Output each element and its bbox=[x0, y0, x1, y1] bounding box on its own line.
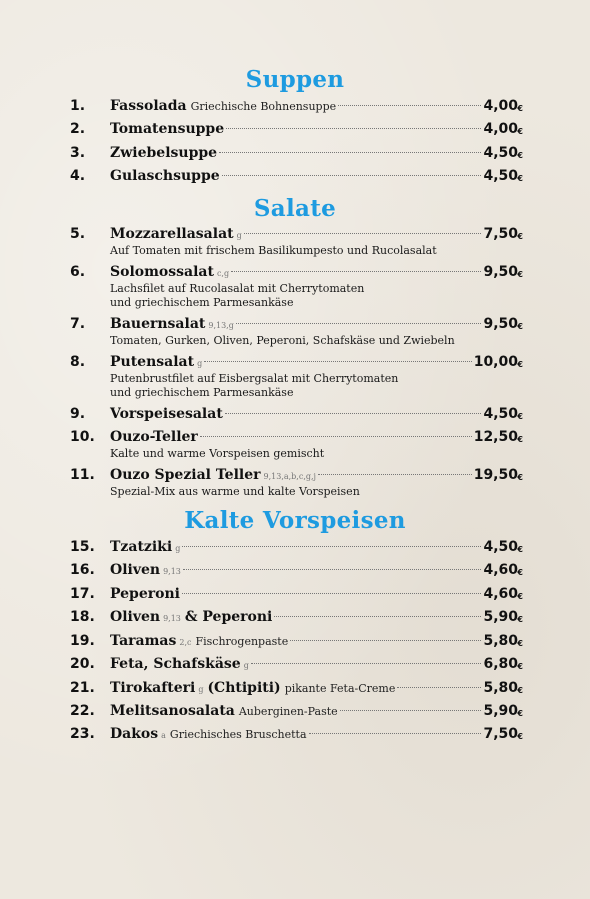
menu-item: 16. Oliven 9,13 4,60 € bbox=[0, 560, 590, 580]
item-number: 21. bbox=[70, 680, 95, 696]
dot-leader bbox=[182, 593, 481, 594]
item-description: Lachsfilet auf Rucolasalat mit Cherrytomaten bbox=[110, 282, 365, 295]
item-description: und griechischem Parmesankäse bbox=[110, 386, 294, 399]
dot-leader bbox=[318, 474, 472, 475]
item-number: 16. bbox=[70, 562, 95, 578]
currency-symbol: € bbox=[517, 435, 523, 444]
item-number: 11. bbox=[70, 467, 95, 483]
item-name: Solomossalat bbox=[110, 264, 214, 280]
item-price: 9,50 bbox=[483, 264, 518, 280]
item-number: 10. bbox=[70, 429, 95, 445]
currency-symbol: € bbox=[517, 412, 523, 421]
dot-leader bbox=[274, 616, 481, 617]
item-name: Peperoni bbox=[110, 586, 180, 602]
currency-symbol: € bbox=[517, 615, 523, 624]
item-number: 20. bbox=[70, 656, 95, 672]
item-name: Tirokafteri bbox=[110, 680, 196, 696]
item-name: Gulaschsuppe bbox=[110, 168, 220, 184]
item-price: 4,60 bbox=[483, 562, 518, 578]
item-number: 6. bbox=[70, 264, 86, 280]
item-subtitle: Griechisches Bruschetta bbox=[169, 728, 307, 741]
item-price: 5,90 bbox=[483, 609, 518, 625]
item-description: Putenbrustfilet auf Eisbergsalat mit Cherrytomaten bbox=[110, 372, 399, 385]
dot-leader bbox=[244, 233, 482, 234]
dot-leader bbox=[182, 546, 481, 547]
item-name: Putensalat bbox=[110, 354, 195, 370]
item-price: 5,80 bbox=[483, 633, 518, 649]
dot-leader bbox=[251, 663, 482, 664]
menu-item: 8. Putensalat g 10,00 € Putenbrustfilet auf Eisbergsalat mit Cherrytomaten und griechischem Parmesankäse bbox=[0, 352, 590, 400]
item-name-continued: & Peperoni bbox=[184, 609, 273, 625]
item-price: 4,00 bbox=[483, 98, 518, 114]
item-price: 10,00 bbox=[473, 354, 518, 370]
item-subtitle: Fischrogenpaste bbox=[195, 635, 289, 648]
currency-symbol: € bbox=[517, 639, 523, 648]
item-number: 9. bbox=[70, 406, 86, 422]
item-name: Dakos bbox=[110, 726, 159, 742]
item-price: 19,50 bbox=[473, 467, 518, 483]
item-number: 7. bbox=[70, 316, 86, 332]
dot-leader bbox=[225, 413, 482, 414]
menu-item bbox=[0, 143, 590, 163]
item-description: Spezial-Mix aus warme und kalte Vorspeisen bbox=[110, 485, 360, 498]
menu-item bbox=[0, 166, 590, 186]
item-number: 2. bbox=[70, 121, 86, 137]
item-description: Auf Tomaten mit frischem Basilikumpesto und Rucolasalat bbox=[110, 244, 437, 257]
item-number: 3. bbox=[70, 145, 86, 161]
currency-symbol: € bbox=[517, 232, 523, 241]
item-price: 4,50 bbox=[483, 539, 518, 555]
menu-item: 20. Feta, Schafskäse g 6,80 € bbox=[0, 654, 590, 674]
section-title-kalte-vorspeisen: Kalte Vorspeisen bbox=[184, 507, 406, 534]
item-price: 9,50 bbox=[483, 316, 518, 332]
item-price: 4,50 bbox=[483, 145, 518, 161]
item-number: 19. bbox=[70, 633, 95, 649]
item-subtitle: Auberginen-Paste bbox=[238, 705, 338, 718]
menu-item bbox=[0, 584, 590, 604]
menu-item: 7. Bauernsalat 9,13,g 9,50 € Tomaten, Gurken, Oliven, Peperoni, Schafskäse und Zwiebeln bbox=[0, 314, 590, 348]
item-price: 7,50 bbox=[483, 726, 518, 742]
item-price: 5,80 bbox=[483, 680, 518, 696]
item-name: Tzatziki bbox=[110, 539, 173, 555]
item-description: Kalte und warme Vorspeisen gemischt bbox=[110, 447, 325, 460]
currency-symbol: € bbox=[517, 732, 523, 741]
item-name: Mozzarellasalat bbox=[110, 226, 234, 242]
item-name: Oliven bbox=[110, 562, 161, 578]
currency-symbol: € bbox=[517, 151, 523, 160]
menu-item bbox=[0, 701, 590, 721]
currency-symbol: € bbox=[517, 545, 523, 554]
item-price: 4,50 bbox=[483, 406, 518, 422]
item-price: 4,60 bbox=[483, 586, 518, 602]
currency-symbol: € bbox=[517, 662, 523, 671]
item-name: Ouzo-Teller bbox=[110, 429, 198, 445]
item-number: 4. bbox=[70, 168, 86, 184]
item-number: 23. bbox=[70, 726, 95, 742]
item-name: Tomatensuppe bbox=[110, 121, 225, 137]
currency-symbol: € bbox=[517, 270, 523, 279]
dot-leader bbox=[204, 361, 472, 362]
dot-leader bbox=[219, 152, 481, 153]
item-name: Feta, Schafskäse bbox=[110, 656, 241, 672]
currency-symbol: € bbox=[517, 174, 523, 183]
item-name: Vorspeisesalat bbox=[110, 406, 223, 422]
dot-leader bbox=[397, 687, 481, 688]
item-number: 5. bbox=[70, 226, 86, 242]
item-number: 8. bbox=[70, 354, 86, 370]
item-description: Tomaten, Gurken, Oliven, Peperoni, Schafskäse und Zwiebeln bbox=[110, 334, 455, 347]
item-price: 4,50 bbox=[483, 168, 518, 184]
menu-item bbox=[0, 96, 590, 116]
item-name: Oliven bbox=[110, 609, 161, 625]
item-price: 7,50 bbox=[483, 226, 518, 242]
item-name: Fassolada bbox=[110, 98, 187, 114]
menu-item: 23. Dakos a Griechisches Bruschetta 7,50 € bbox=[0, 724, 590, 744]
item-name: Melitsanosalata bbox=[110, 703, 235, 719]
item-price: 5,90 bbox=[483, 703, 518, 719]
currency-symbol: € bbox=[517, 709, 523, 718]
currency-symbol: € bbox=[517, 473, 523, 482]
menu-item bbox=[0, 404, 590, 424]
menu-item: 19. Taramas 2,c Fischrogenpaste 5,80 € bbox=[0, 631, 590, 651]
currency-symbol: € bbox=[517, 322, 523, 331]
section-title-suppen: Suppen bbox=[245, 66, 345, 93]
item-number: 17. bbox=[70, 586, 95, 602]
dot-leader bbox=[236, 323, 482, 324]
item-description: und griechischem Parmesankäse bbox=[110, 296, 294, 309]
dot-leader bbox=[309, 733, 482, 734]
item-price: 6,80 bbox=[483, 656, 518, 672]
menu-item: 21. Tirokafteri g (Chtipiti) pikante Feta-Creme 5,80 € bbox=[0, 678, 590, 698]
dot-leader bbox=[183, 569, 482, 570]
item-price: 4,00 bbox=[483, 121, 518, 137]
currency-symbol: € bbox=[517, 592, 523, 601]
menu-item: 5. Mozzarellasalat g 7,50 € Auf Tomaten mit frischem Basilikumpesto und Rucolasalat bbox=[0, 224, 590, 258]
item-number: 22. bbox=[70, 703, 95, 719]
dot-leader bbox=[338, 105, 481, 106]
item-name: Taramas bbox=[110, 633, 177, 649]
menu-item: 18. Oliven 9,13 & Peperoni 5,90 € bbox=[0, 607, 590, 627]
dot-leader bbox=[340, 710, 482, 711]
currency-symbol: € bbox=[517, 568, 523, 577]
item-number: 1. bbox=[70, 98, 86, 114]
currency-symbol: € bbox=[517, 127, 523, 136]
item-name: Bauernsalat bbox=[110, 316, 206, 332]
dot-leader bbox=[290, 640, 481, 641]
dot-leader bbox=[231, 271, 481, 272]
item-subtitle: Griechische Bohnensuppe bbox=[190, 100, 337, 113]
item-name: Ouzo Spezial Teller bbox=[110, 467, 261, 483]
currency-symbol: € bbox=[517, 686, 523, 695]
menu-item bbox=[0, 119, 590, 139]
dot-leader bbox=[200, 436, 472, 437]
currency-symbol: € bbox=[517, 104, 523, 113]
menu-item: 11. Ouzo Spezial Teller 9,13,a,b,c,g,j 19,50 € Spezial-Mix aus warme und kalte Vorspeisen bbox=[0, 465, 590, 499]
item-name: Zwiebelsuppe bbox=[110, 145, 218, 161]
item-name-continued: (Chtipiti) bbox=[207, 680, 281, 696]
currency-symbol: € bbox=[517, 360, 523, 369]
menu-item: 15. Tzatziki g 4,50 € bbox=[0, 537, 590, 557]
dot-leader bbox=[222, 175, 482, 176]
item-number: 18. bbox=[70, 609, 95, 625]
item-number: 15. bbox=[70, 539, 95, 555]
item-price: 12,50 bbox=[473, 429, 518, 445]
dot-leader bbox=[226, 128, 481, 129]
section-title-salate: Salate bbox=[253, 195, 337, 222]
menu-item: 6. Solomossalat c,g 9,50 € Lachsfilet auf Rucolasalat mit Cherrytomaten und griechischem Parmesankäse bbox=[0, 262, 590, 310]
item-subtitle: pikante Feta-Creme bbox=[284, 682, 396, 695]
menu-item bbox=[0, 427, 590, 461]
